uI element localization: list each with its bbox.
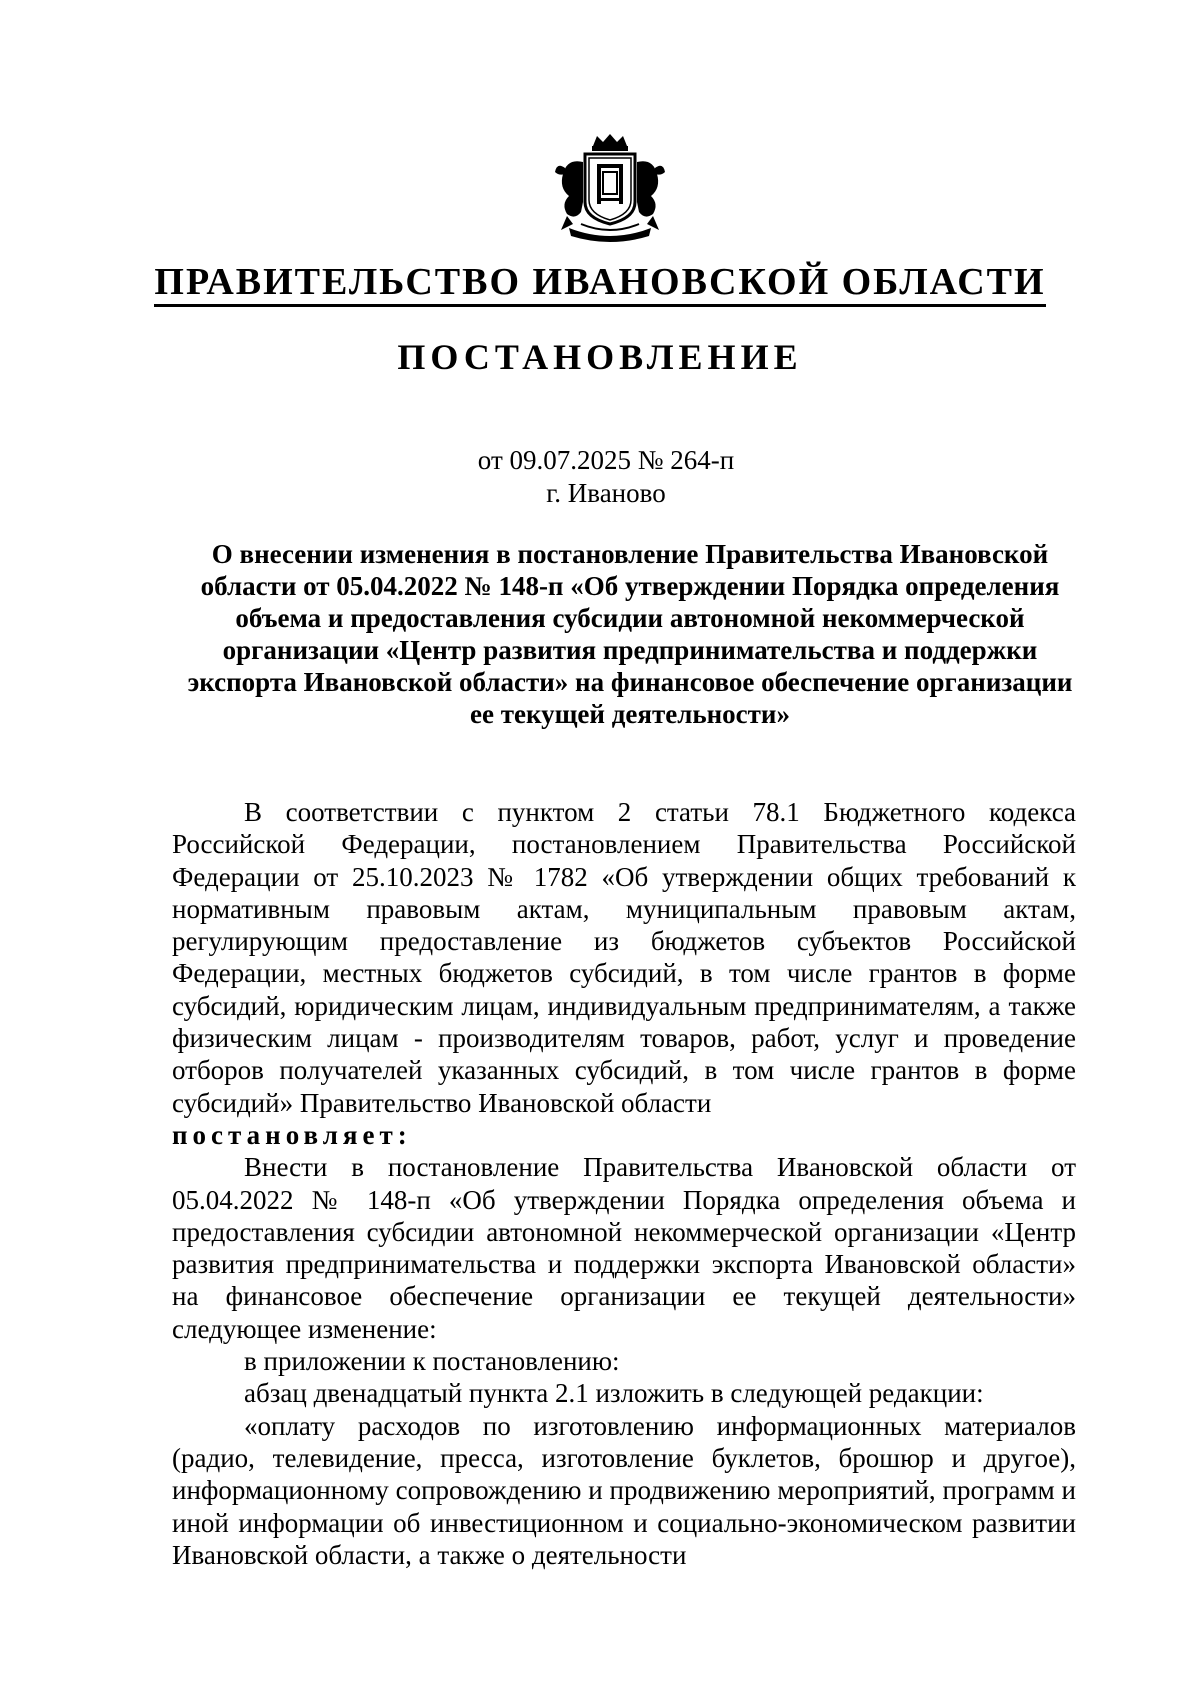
document-date-number: от 09.07.2025 № 264-п bbox=[477, 445, 735, 475]
resolves-verb: постановляет: bbox=[172, 1119, 412, 1150]
body-paragraph-appendix: в приложении к постановлению: bbox=[244, 1346, 620, 1377]
body-paragraph-amendment: Внести в постановление Правительства Ивановской области от 05.04.2022 № 148-п «Об утверждении Порядка определения объема и предоставления субсидии автономной некоммерческой организации «Центр развития предпринимательства и поддержки экспорта Ивановской области» на финансовое обеспечение организации ее текущей деятельности» следующее изменение: bbox=[172, 1152, 1076, 1344]
body-paragraph-preamble bbox=[172, 796, 1076, 1151]
government-title bbox=[0, 258, 1200, 306]
document-type: ПОСТАНОВЛЕНИЕ bbox=[397, 337, 803, 377]
coat-of-arms-icon bbox=[545, 132, 675, 247]
government-title-text: ПРАВИТЕЛЬСТВО ИВАНОВСКОЙ ОБЛАСТИ bbox=[154, 261, 1045, 307]
document-subject: О внесении изменения в постановление Правительства Ивановской области от 05.04.2022 № 148-п «Об утверждении Порядка определения объема и предоставления субсидии автономной некоммерческой организации «Центр развития предпринимательства и поддержки экспорта Ивановской области» на финансовое обеспечение организации ее текущей деятельности» bbox=[187, 539, 1073, 729]
body-paragraph-new-wording: «оплату расходов по изготовлению информационных материалов (радио, телевидение, пресса, изготовление буклетов, брошюр и другое), информационному сопровождению и продвижению мероприятий, программ и иной информации об инвестиционном и социально-экономическом развитии Ивановской области, а также о деятельности bbox=[172, 1410, 1076, 1570]
preamble-text: В соответствии с пунктом 2 статьи 78.1 Бюджетного кодекса Российской Федерации, постановлением Правительства Российской Федерации от 25.10.2023 № 1782 «Об утверждении общих требований к нормативным правовым актам, муниципальным правовым актам, регулирующим предоставление из бюджетов субъектов Российской Федерации, местных бюджетов субсидий, в том числе грантов в форме субсидий, юридическим лицам, индивидуальным предпринимателям, а также физическим лицам - производителям товаров, работ, услуг и проведение отборов получателей указанных субсидий, в том числе грантов в форме субсидий» Правительство Ивановской области bbox=[172, 797, 1076, 1118]
body-paragraph-clause: абзац двенадцатый пункта 2.1 изложить в следующей редакции: bbox=[244, 1378, 984, 1409]
document-body bbox=[172, 796, 1076, 1571]
document-city: г. Иваново bbox=[546, 478, 666, 508]
